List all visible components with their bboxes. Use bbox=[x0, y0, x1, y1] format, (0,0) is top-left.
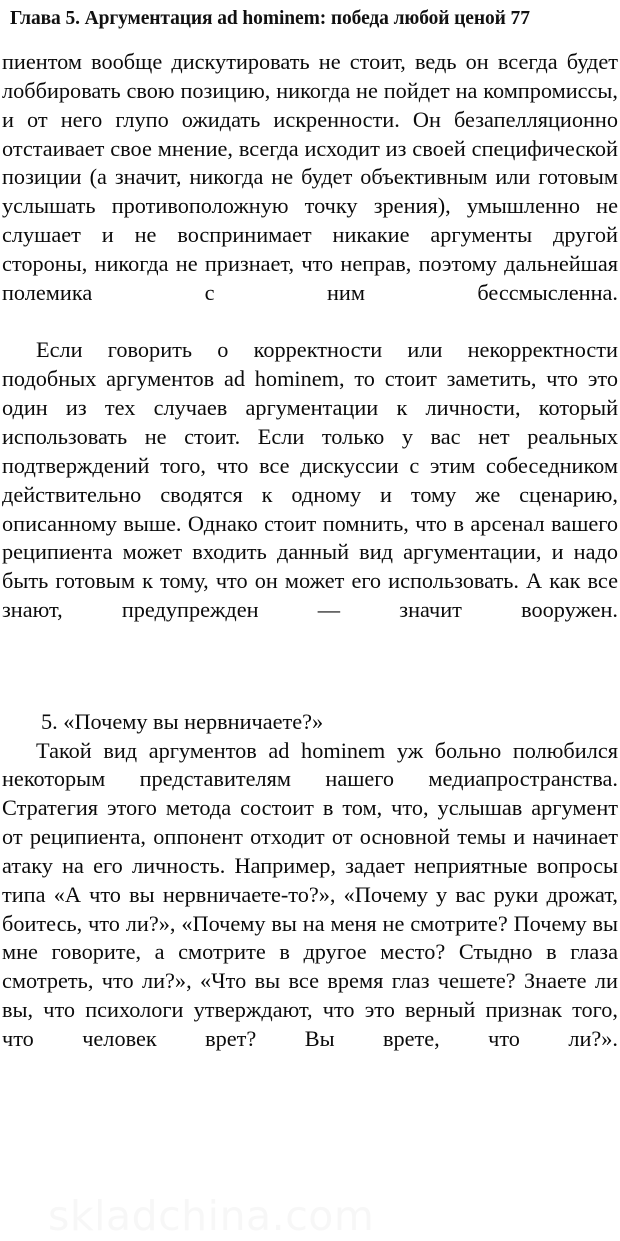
site-watermark: skladchina.com bbox=[48, 1192, 375, 1240]
running-header: Глава 5. Аргументация ad hominem: победа любой ценой 77 bbox=[10, 8, 530, 29]
page-text-column bbox=[2, 48, 618, 1083]
paragraph-continued: пиентом вообще дискутировать не стоит, ведь он всегда будет лоббировать свою позицию, никогда не пойдет на компромиссы, и от него глупо ожидать искренности. Он безапелляционно отстаивает свое мнение, всегда исходит из своей специфической позиции (а значит, никогда не будет объективным или готовым услышать противоположную точку зрения), умышленно не слушает и не воспринимает никакие аргументы другой стороны, никогда не признает, что неправ, поэтому дальнейшая полемика с ним бессмысленна. bbox=[2, 49, 618, 305]
paragraph-media-space: Такой вид аргументов ad hominem уж больно полюбился некоторым представителям нашего медиапространства. Стратегия этого метода состоит в том, что, услышав аргумент от реципиента, оппонент отходит от основной темы и начинает атаку на его личность. Например, задает неприятные вопросы типа «А что вы нервничаете-то?», «Почему у вас руки дрожат, боитесь, что ли?», «Почему вы на меня не смотрите? Почему вы мне говорите, а смотрите в другое место? Стыдно в глаза смотреть, что ли?», «Что вы все время глаз чешете? Знаете ли вы, что психологи утверждают, что это верный признак того, что человек врет? Вы врете, что ли?». bbox=[2, 737, 618, 1051]
section-heading-5: 5. «Почему вы нервничаете?» bbox=[41, 708, 324, 734]
paragraph-correctness: Если говорить о корректности или некорректности подобных аргументов ad hominem, то стоит заметить, что это один из тех случаев аргументации к личности, который использовать не стоит. Если только у вас нет реальных подтверждений того, что все дискуссии с этим собеседником действительно сводятся к одному и тому же сценарию, описанному выше. Однако стоит помнить, что в арсенал вашего реципиента может входить данный вид аргументации, и надо быть готовым к тому, что он может его использовать. А как все знают, предупрежден — значит вооружен. bbox=[2, 337, 618, 623]
section-spacer bbox=[2, 654, 618, 708]
